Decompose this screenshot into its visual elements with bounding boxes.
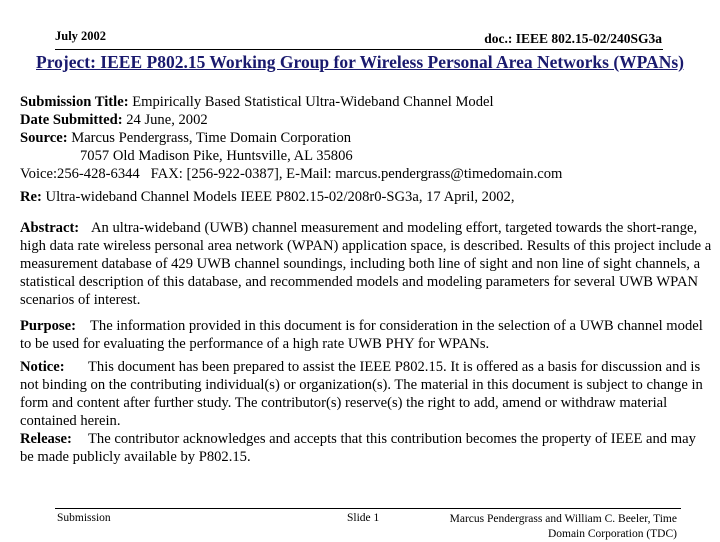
submission-title-value: Empirically Based Statistical Ultra-Wideband Channel Model xyxy=(132,94,494,110)
re-label: Re: xyxy=(20,189,42,205)
project-title: Project: IEEE P802.15 Working Group for Wireless Personal Area Networks (WPANs) xyxy=(36,52,684,72)
footer-authors: Marcus Pendergrass and William C. Beeler, Time Domain Corporation (TDC) xyxy=(449,513,677,540)
header-divider xyxy=(55,49,663,50)
submission-title-line xyxy=(20,93,712,111)
abstract-paragraph xyxy=(20,219,712,309)
document-body xyxy=(20,93,712,466)
date-submitted-label: Date Submitted: xyxy=(20,112,123,128)
notice-text: This document has been prepared to assist the IEEE P802.15. It is offered as a basis for discussion and is not binding on the contributing individual(s) or organization(s). The material in this document is subject to change in form and content after further study. The contributor(s) reserve(s) the right to add, amend or withdraw material contained herein. xyxy=(20,359,703,429)
release-text: The contributor acknowledges and accepts that this contribution becomes the property of IEEE and may be made publicly available by P802.15. xyxy=(20,431,696,465)
release-paragraph xyxy=(20,430,712,466)
abstract-text: An ultra-wideband (UWB) channel measurement and modeling effort, targeted towards the short-range, high data rate wireless personal area network (WPAN) application space, is described. Results of this project include a measurement database of 429 UWB channel soundings, including both line of sight and non line of sight channels, a statistical description of this database, and recommended models and modeling parameters for several UWB WPAN scenarios of interest. xyxy=(20,220,712,308)
date-submitted-line xyxy=(20,111,712,129)
purpose-paragraph xyxy=(20,317,712,353)
footer-submission: Submission xyxy=(57,512,111,524)
source-label: Source: xyxy=(20,130,68,146)
notice-paragraph xyxy=(20,358,712,430)
re-value: Ultra-wideband Channel Models IEEE P802.15-02/208r0-SG3a, 17 April, 2002, xyxy=(45,189,515,205)
source-address: 7057 Old Madison Pike, Huntsville, AL 35806 xyxy=(80,148,353,164)
purpose-text: The information provided in this document is for consideration in the selection of a UWB channel model to be used for evaluating the performance of a high rate UWB PHY for WPANs. xyxy=(20,318,703,352)
notice-label: Notice: xyxy=(20,359,65,375)
source-line xyxy=(20,129,712,147)
contact-line: Voice:256-428-6344 FAX: [256-922-0387], E-Mail: marcus.pendergrass@timedomain.com xyxy=(20,166,563,182)
submission-title-label: Submission Title: xyxy=(20,94,129,110)
footer-divider xyxy=(55,508,681,509)
abstract-label: Abstract: xyxy=(20,220,80,236)
source-value: Marcus Pendergrass, Time Domain Corporation xyxy=(71,130,352,146)
footer-slide-number: Slide 1 xyxy=(347,512,380,524)
header-date: July 2002 xyxy=(55,29,107,43)
release-label: Release: xyxy=(20,431,72,447)
re-line xyxy=(20,188,712,206)
header-doc-id: doc.: IEEE 802.15-02/240SG3a xyxy=(484,31,662,46)
purpose-label: Purpose: xyxy=(20,318,76,334)
date-submitted-value: 24 June, 2002 xyxy=(126,112,208,128)
